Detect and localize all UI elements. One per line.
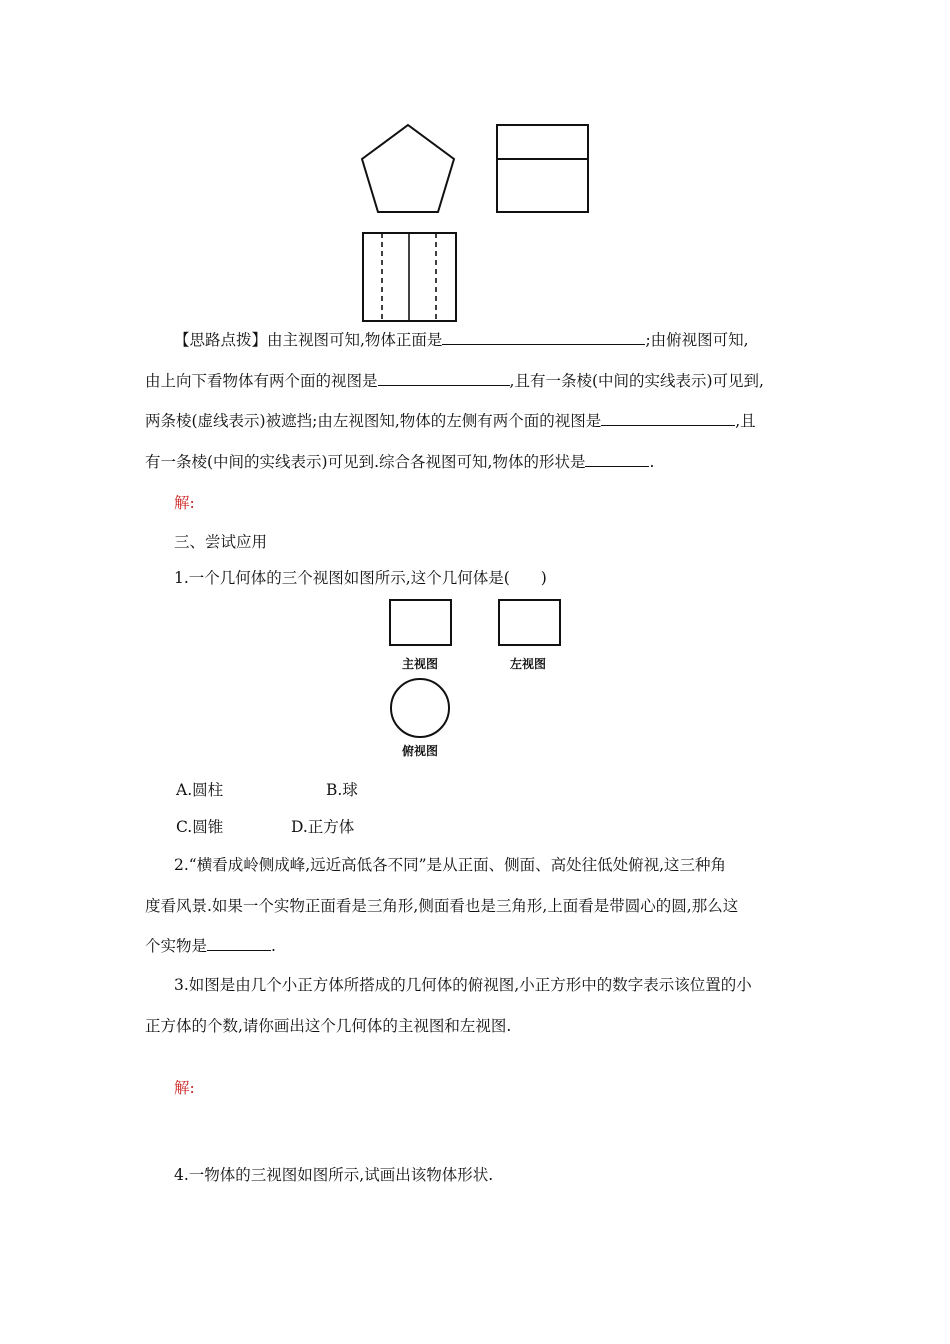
question-2-line-3 [145, 934, 276, 956]
option-d[interactable]: D.正方体 [291, 818, 355, 836]
section-heading: 三、尝试应用 [174, 533, 268, 551]
solution-label: 解: [174, 1079, 195, 1097]
hint-text: 有一条棱(中间的实线表示)可见到.综合各视图可知,物体的形状是 [145, 453, 586, 471]
hint-text: 由上向下看物体有两个面的视图是 [145, 372, 378, 390]
answer-blank[interactable] [207, 935, 271, 951]
hint-line-4 [145, 450, 654, 472]
caption-left-view: 左视图 [510, 657, 547, 671]
hint-line-1 [174, 328, 749, 350]
q1-top-view-circle [388, 676, 452, 740]
q1-left-view-rect [498, 599, 562, 647]
question-3-line-2: 正方体的个数,请你画出这个几何体的主视图和左视图. [145, 1017, 512, 1035]
q1-front-view-rect [389, 599, 453, 647]
question-4: 4.一物体的三视图如图所示,试画出该物体形状. [174, 1166, 494, 1184]
answer-blank[interactable] [378, 370, 510, 386]
q2-text: . [271, 937, 276, 955]
question-2-line-1: 2.“横看成岭侧成峰,远近高低各不同”是从正面、侧面、高处往低处俯视,这三种角 [174, 856, 726, 874]
hint-text: ;由俯视图可知, [645, 331, 749, 349]
question-3-line-1: 3.如图是由几个小正方体所搭成的几何体的俯视图,小正方形中的数字表示该位置的小 [174, 976, 752, 994]
rectangle-top-view [362, 232, 458, 322]
answer-blank[interactable] [601, 410, 735, 426]
answer-blank[interactable] [442, 329, 645, 345]
caption-top-view: 俯视图 [402, 744, 439, 758]
hint-text: ,且有一条棱(中间的实线表示)可见到, [509, 372, 764, 390]
hint-line-3 [145, 409, 756, 431]
caption-front-view: 主视图 [402, 657, 439, 671]
hint-line-2 [145, 369, 764, 391]
hint-text: 两条棱(虚线表示)被遮挡;由左视图知,物体的左侧有两个面的视图是 [145, 412, 602, 430]
option-c[interactable]: C.圆锥 [176, 818, 224, 836]
pentagon-front-view [360, 122, 458, 216]
hint-text: . [649, 453, 655, 471]
q2-text: 个实物是 [145, 937, 208, 955]
question-2-line-2: 度看风景.如果一个实物正面看是三角形,侧面看也是三角形,上面看是带圆心的圆,那么这 [145, 897, 739, 915]
answer-blank[interactable] [585, 451, 649, 467]
rectangle-left-view [496, 124, 590, 214]
option-a[interactable]: A.圆柱 [176, 781, 224, 799]
hint-text: ,且 [735, 412, 756, 430]
hint-lead: 【思路点拨】由主视图可知,物体正面是 [174, 331, 443, 349]
solution-label: 解: [174, 494, 195, 512]
option-b[interactable]: B.球 [326, 781, 358, 799]
question-1: 1.一个几何体的三个视图如图所示,这个几何体是( ) [174, 569, 547, 587]
